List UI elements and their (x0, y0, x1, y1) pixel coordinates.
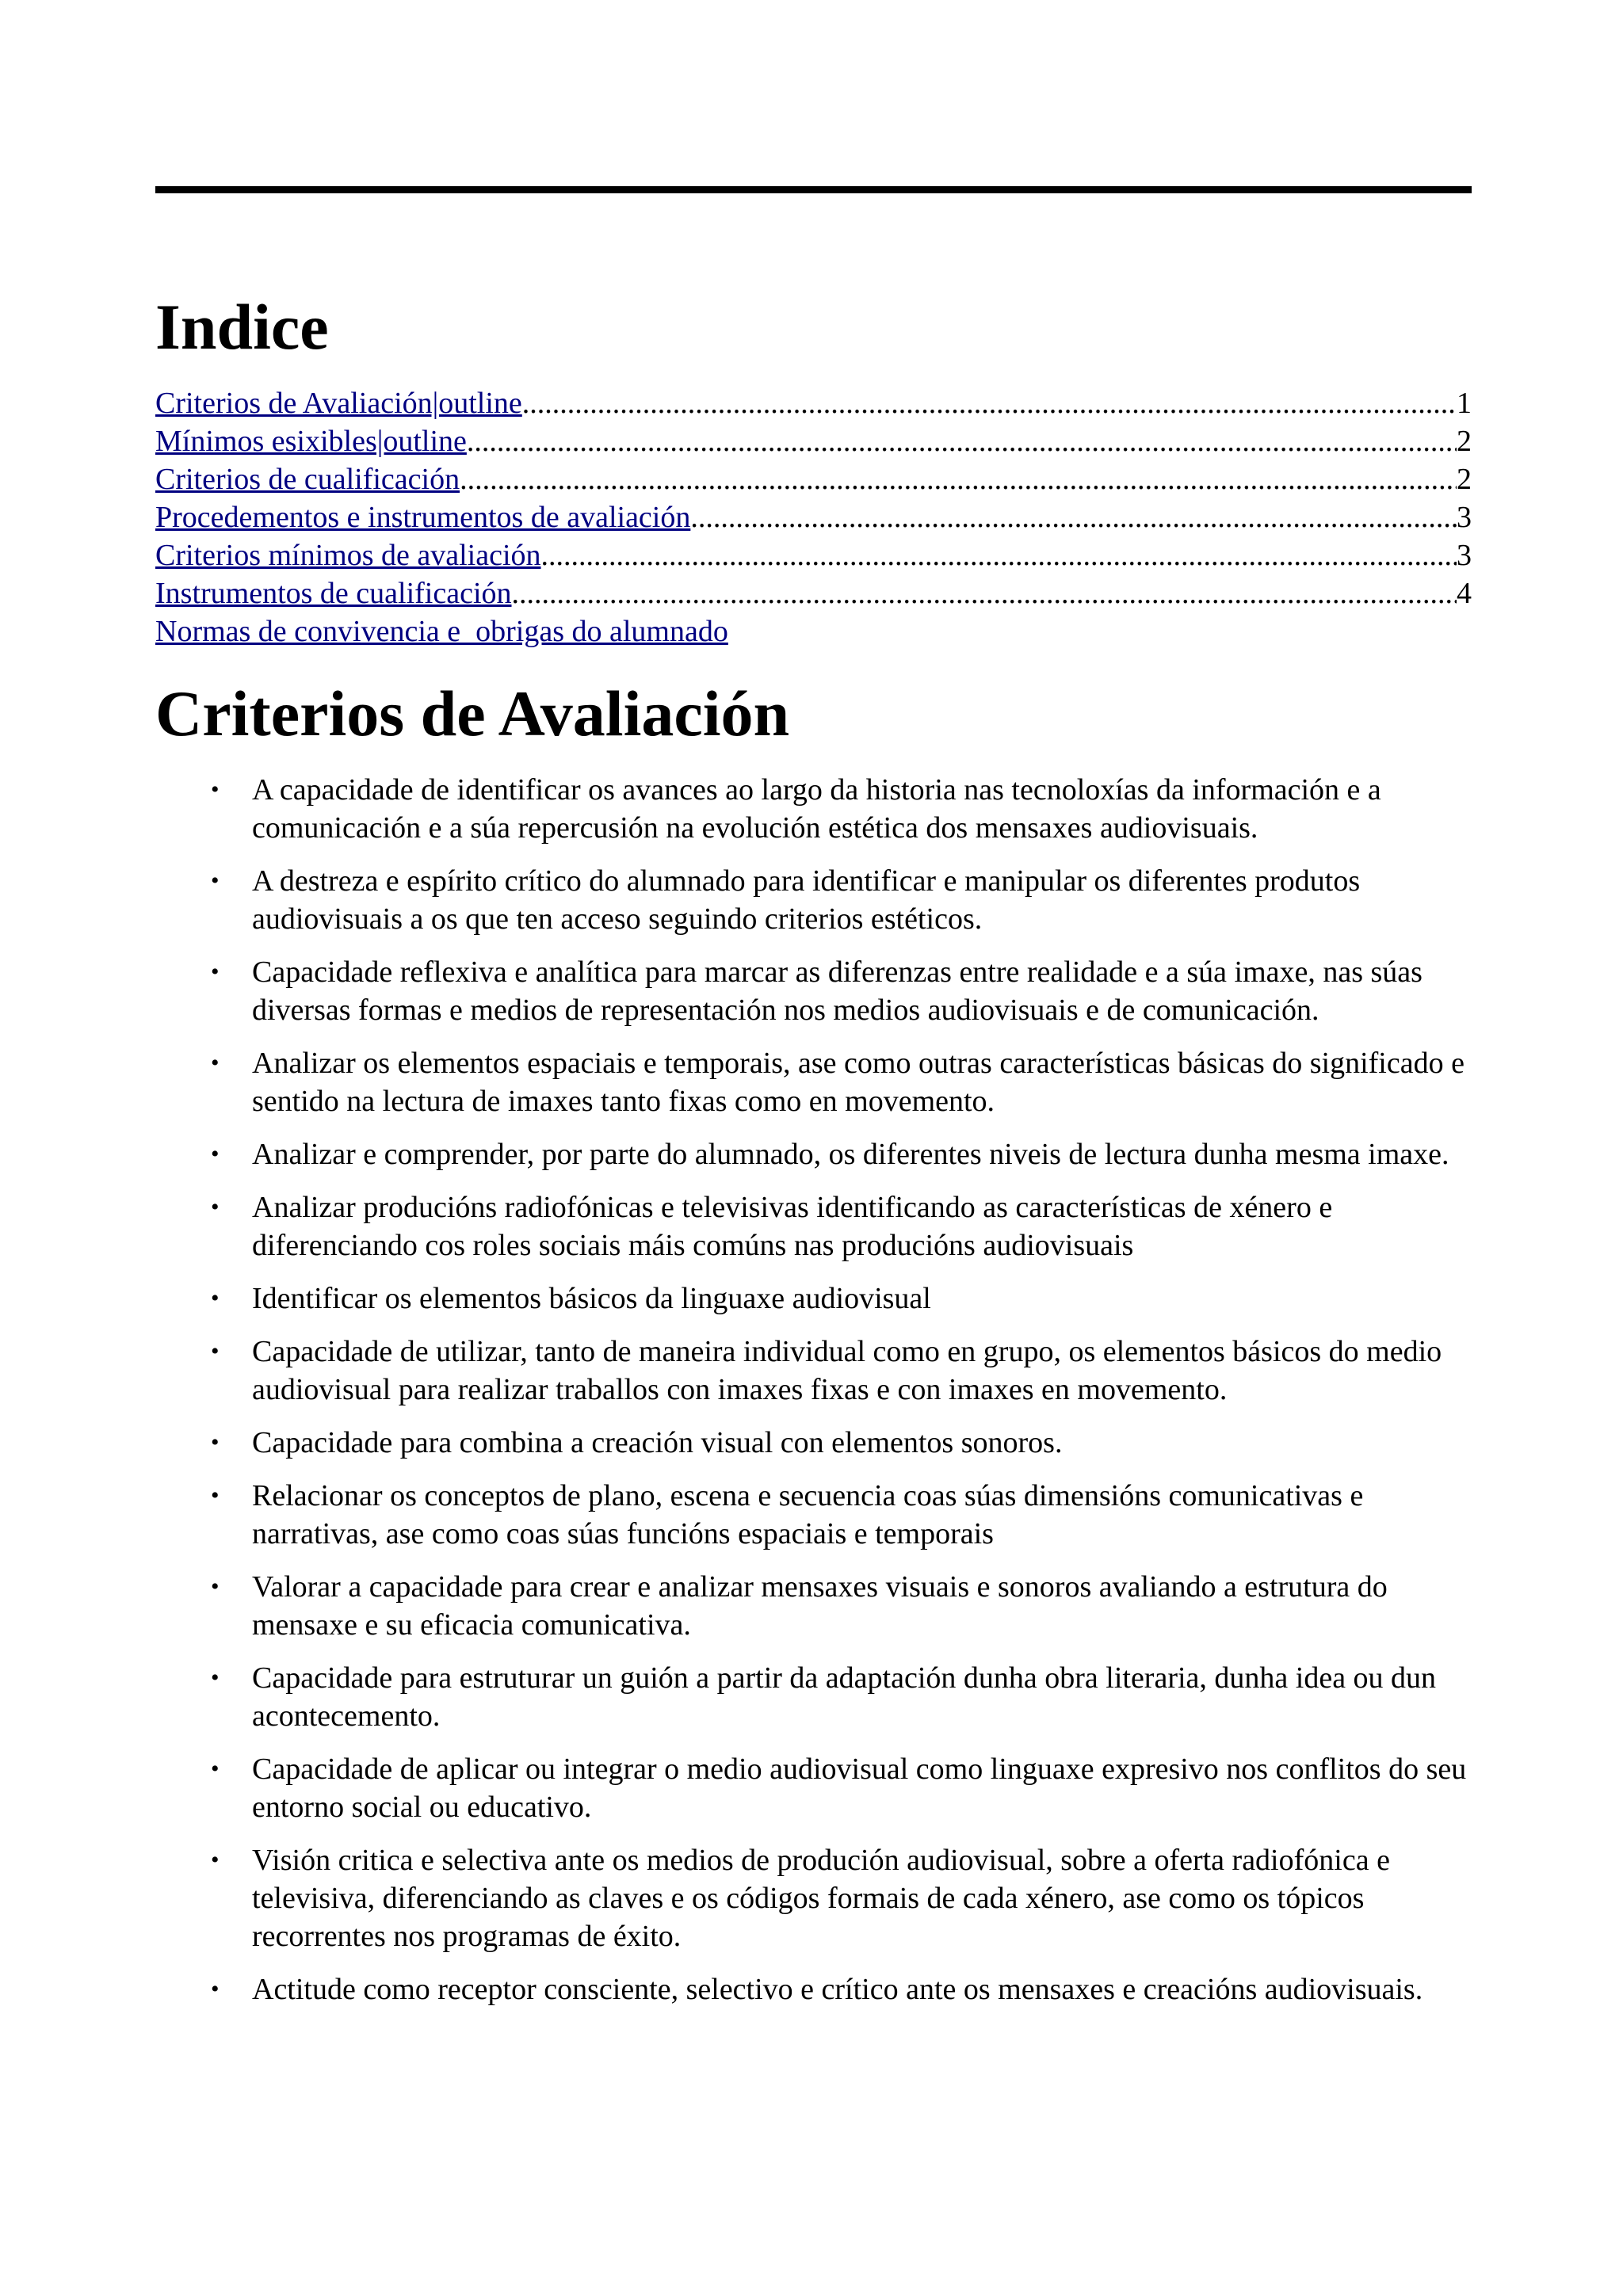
criteria-list (155, 771, 1472, 2023)
bullet-icon: • (211, 776, 220, 803)
list-item (155, 1044, 1472, 1120)
list-item (155, 1970, 1472, 2008)
toc-entry (155, 612, 1472, 650)
list-item (155, 771, 1472, 847)
bullet-icon: • (211, 1573, 220, 1600)
toc-leader-dots (467, 422, 1457, 460)
list-item (155, 1568, 1472, 1644)
toc-heading: Indice (155, 291, 329, 363)
list-item (155, 1333, 1472, 1409)
toc-link-criterios-cualificacion[interactable]: Criterios de cualificación (155, 463, 460, 496)
list-item-text: Valorar a capacidade para crear e analizar mensaxes visuais e sonoros avaliando a estrutura do mensaxe e su eficacia comunicativa. (252, 1570, 1388, 1642)
list-item (155, 1659, 1472, 1735)
bullet-icon: • (211, 1338, 220, 1364)
list-item-text: Visión critica e selectiva ante os medios de produción audiovisual, sobre a oferta radiofónica e televisiva, diferenciando as claves e os códigos formais de cada xénero, ase como os tópicos recorrentes nos programas de éxito. (252, 1844, 1390, 1953)
toc-entry (155, 574, 1472, 612)
toc-page-number: 2 (1457, 463, 1472, 496)
list-item-text: Analizar producións radiofónicas e televisivas identificando as características de xénero e diferenciando cos roles sociais máis comúns nas producións audiovisuais (252, 1191, 1333, 1262)
toc-entry (155, 384, 1472, 422)
bullet-icon: • (211, 1141, 220, 1167)
toc-link-procedementos-instrumentos[interactable]: Procedementos e instrumentos de avaliación (155, 501, 691, 534)
toc-link-minimos-esixibles[interactable]: Mínimos esixibles|outline (155, 425, 467, 458)
list-item-text: Capacidade de aplicar ou integrar o medio audiovisual como linguaxe expresivo nos conflitos do seu entorno social ou educativo. (252, 1753, 1467, 1824)
bullet-icon: • (211, 1429, 220, 1455)
list-item (155, 862, 1472, 938)
list-item (155, 953, 1472, 1029)
toc-leader-dots (541, 536, 1457, 574)
list-item-text: Actitude como receptor consciente, selectivo e crítico ante os mensaxes e creacións audiovisuais. (252, 1973, 1423, 2006)
bullet-icon: • (211, 1847, 220, 1873)
toc-link-criterios-avaliacion[interactable]: Criterios de Avaliación|outline (155, 387, 522, 420)
toc-page-number: 4 (1457, 577, 1472, 610)
toc-entry (155, 536, 1472, 574)
section-heading: Criterios de Avaliación (155, 677, 790, 749)
bullet-icon: • (211, 1482, 220, 1508)
top-rule (155, 186, 1472, 193)
list-item (155, 1188, 1472, 1264)
toc-leader-dots (522, 384, 1457, 422)
list-item-text: Analizar e comprender, por parte do alumnado, os diferentes niveis de lectura dunha mesma imaxe. (252, 1138, 1449, 1171)
toc-entry (155, 460, 1472, 498)
list-item (155, 1750, 1472, 1826)
toc-leader-dots (690, 498, 1457, 536)
toc-link-normas-convivencia[interactable]: Normas de convivencia e obrigas do alumnado (155, 615, 728, 648)
list-item-text: Analizar os elementos espaciais e temporais, ase como outras características básicas do significado e sentido na lectura de imaxes tanto fixas como en movemento. (252, 1047, 1465, 1118)
list-item-text: Capacidade para estruturar un guión a partir da adaptación dunha obra literaria, dunha idea ou dun acontecemento. (252, 1661, 1437, 1733)
table-of-contents (155, 384, 1472, 650)
toc-page-number: 2 (1457, 425, 1472, 458)
list-item (155, 1477, 1472, 1553)
bullet-icon: • (211, 1976, 220, 2002)
toc-link-instrumentos-cualificacion[interactable]: Instrumentos de cualificación (155, 577, 512, 610)
toc-link-criterios-minimos[interactable]: Criterios mínimos de avaliación (155, 539, 541, 572)
list-item-text: Capacidade de utilizar, tanto de maneira individual como en grupo, os elementos básicos do medio audiovisual para realizar traballos con imaxes fixas e con imaxes en movemento. (252, 1335, 1442, 1406)
bullet-icon: • (211, 1194, 220, 1220)
list-item-text: A destreza e espírito crítico do alumnado para identificar e manipular os diferentes produtos audiovisuais a os que ten acceso seguindo criterios estéticos. (252, 864, 1361, 936)
list-item (155, 1841, 1472, 1955)
list-item-text: A capacidade de identificar os avances ao largo da historia nas tecnoloxías da información e a comunicación e a súa repercusión na evolución estética dos mensaxes audiovisuais. (252, 773, 1381, 845)
toc-leader-dots (460, 460, 1457, 498)
list-item (155, 1280, 1472, 1318)
bullet-icon: • (211, 1050, 220, 1076)
bullet-icon: • (211, 868, 220, 894)
toc-page-number: 3 (1457, 501, 1472, 534)
list-item (155, 1135, 1472, 1173)
bullet-icon: • (211, 1285, 220, 1311)
bullet-icon: • (211, 1665, 220, 1691)
list-item-text: Identificar os elementos básicos da linguaxe audiovisual (252, 1282, 931, 1315)
list-item-text: Relacionar os conceptos de plano, escena e secuencia coas súas dimensións comunicativas e narrativas, ase como coas súas funcións espaciais e temporais (252, 1479, 1364, 1550)
toc-page-number: 1 (1457, 387, 1472, 420)
list-item-text: Capacidade para combina a creación visual con elementos sonoros. (252, 1426, 1063, 1459)
list-item (155, 1424, 1472, 1462)
bullet-icon: • (211, 959, 220, 985)
toc-entry (155, 422, 1472, 460)
bullet-icon: • (211, 1756, 220, 1782)
list-item-text: Capacidade reflexiva e analítica para marcar as diferenzas entre realidade e a súa imaxe, nas súas diversas formas e medios de representación nos medios audiovisuais e de comunicación. (252, 955, 1423, 1027)
toc-page-number: 3 (1457, 539, 1472, 572)
toc-leader-dots (512, 574, 1457, 612)
toc-entry (155, 498, 1472, 536)
